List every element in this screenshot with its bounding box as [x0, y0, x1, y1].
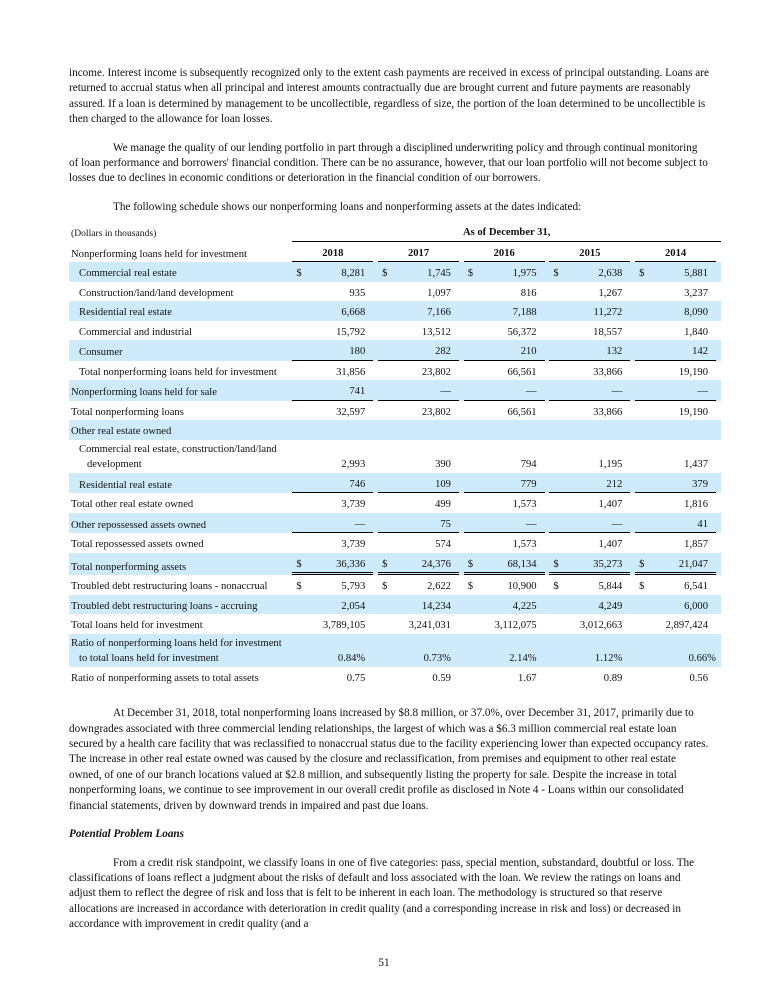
row-label: Commercial and industrial: [79, 326, 192, 338]
dollar-sign: [378, 301, 393, 321]
cell-value: [650, 420, 716, 440]
table-row: [69, 634, 721, 667]
dollar-sign: [549, 301, 564, 321]
dollar-sign: [378, 340, 393, 361]
dollar-sign: $: [292, 262, 307, 282]
dollar-sign: [464, 401, 479, 421]
dollar-sign: [378, 440, 393, 473]
cell-value: 2,993: [341, 459, 366, 471]
cell-value: 0.84%: [307, 634, 373, 667]
dollar-sign: [549, 380, 564, 401]
page-number: 51: [378, 957, 390, 969]
table-row: [69, 361, 721, 381]
dollar-sign: [464, 321, 479, 341]
cell-value: 23,802: [421, 366, 451, 378]
dollar-sign: [635, 321, 650, 341]
dollar-sign: $: [467, 581, 474, 593]
cell-value: 1,745: [393, 262, 459, 282]
cell-value: 2.14%: [478, 634, 544, 667]
dollar-sign: $: [464, 553, 479, 576]
table-row: [69, 282, 721, 302]
year-header-2016: 2016: [464, 242, 545, 263]
cell-value: 210: [478, 340, 544, 361]
dollar-sign: [292, 533, 307, 553]
cell-value: 0.89: [603, 672, 623, 684]
dollar-sign: [292, 634, 307, 667]
cell-value: 32,597: [336, 406, 366, 418]
dollar-sign: [292, 361, 307, 381]
dollar-sign: [378, 493, 393, 513]
row-label: Commercial real estate: [69, 262, 292, 282]
column-gap: [716, 440, 721, 473]
row-label: Residential real estate: [69, 301, 292, 321]
cell-value: [564, 420, 630, 440]
cell-value: 132: [564, 340, 630, 361]
table-row: [69, 420, 721, 440]
table-row: [69, 473, 721, 494]
column-gap: [716, 614, 721, 634]
dollar-sign: [549, 361, 564, 381]
column-gap: [716, 282, 721, 302]
cell-value: 0.73%: [393, 634, 459, 667]
cell-value: 0.75: [346, 672, 366, 684]
row-label: Total other real estate owned: [71, 499, 194, 511]
cell-value: 3,789,105: [322, 620, 366, 632]
cell-value: 2,638: [564, 262, 630, 282]
dollar-sign: [635, 340, 650, 361]
dollar-sign: [464, 440, 479, 473]
year-header-2015: 2015: [549, 242, 630, 263]
cell-value: 1,840: [684, 326, 708, 338]
table-row: [69, 595, 721, 615]
dollar-sign: [635, 440, 650, 473]
column-gap: [716, 513, 721, 534]
column-gap: [716, 301, 721, 321]
dollar-sign: [292, 321, 307, 341]
dollar-sign: [549, 634, 564, 667]
cell-value: 5,844: [598, 581, 623, 593]
cell-value: 109: [393, 473, 459, 494]
cell-value: 10,900: [507, 581, 537, 593]
cell-value: 3,739: [341, 539, 366, 551]
dollar-sign: [464, 340, 479, 361]
dollar-sign: $: [464, 262, 479, 282]
dollar-sign: [635, 420, 650, 440]
cell-value: 33,866: [593, 406, 623, 418]
cell-value: —: [478, 513, 544, 534]
column-gap: [716, 634, 721, 667]
section-heading-potential-problem-loans: Potential Problem Loans: [69, 828, 184, 841]
dollar-sign: [378, 282, 393, 302]
cell-value: 7,166: [393, 301, 459, 321]
column-gap: [716, 473, 721, 494]
dollar-sign: [292, 667, 307, 687]
column-gap: [716, 380, 721, 401]
cell-value: 68,134: [478, 553, 544, 576]
cell-value: 2,622: [427, 581, 451, 593]
column-gap: [716, 321, 721, 341]
column-gap: [716, 575, 721, 595]
dollar-sign: [292, 301, 307, 321]
cell-value: 19,190: [678, 406, 708, 418]
cell-value: 1,407: [598, 539, 623, 551]
cell-value: 3,237: [684, 287, 708, 299]
cell-value: 3,012,663: [579, 620, 623, 632]
dollar-sign: [635, 634, 650, 667]
dollar-sign: $: [635, 553, 650, 576]
row-label: Total nonperforming loans held for investment: [79, 366, 277, 378]
cell-value: 1,816: [684, 499, 708, 511]
dollar-sign: [464, 533, 479, 553]
dollar-sign: [635, 282, 650, 302]
row-label: Residential real estate: [69, 473, 292, 494]
dollar-sign: [378, 513, 393, 534]
dollar-sign: [292, 614, 307, 634]
paragraph-credit-risk: From a credit risk standpoint, we classify loans in one of five categories: pass, special mention, substandard, doubtful or loss. The classifications of loans reflect a judgment about the risks of default and loss associated with the loan. We review the ratings on loans and adjust them to reflect the degree of risk and loss that is felt to be inherent in each loan. The methodology is structured so that reserve allocations are increased in accordance with deterioration in credit quality (and a corresponding increase in risk and loss) or decreased in accordance with improvement in credit quality (and a: [69, 856, 695, 931]
row-label: Other real estate owned: [69, 420, 292, 440]
paragraph-npl-discussion: At December 31, 2018, total nonperforming loans increased by $8.8 million, or 37.0%, over December 31, 2017, primarily due to downgrades associated with three commercial lending relationships, the largest of which was a $6.3 million commercial real estate loan secured by a health care facility that was reclassified to nonaccrual status due to the facility experiencing lower than expected occupancy rates. The increase in other real estate owned was caused by the closure and reclassification, from premises and equipment to other real estate owned, of one of our branch locations valued at $2.8 million, and subsequently listing the property for sale. Despite the increase in total nonperforming loans, we continue to see improvement in our overall credit profile as disclosed in Note 4 - Loans within our consolidated financial statements, driven by downward trends in impaired and past due loans.: [69, 707, 709, 812]
dollar-sign: $: [382, 581, 388, 593]
table-row: [69, 493, 721, 513]
dollar-sign: [464, 361, 479, 381]
dollar-sign: [378, 667, 393, 687]
table-row: [69, 513, 721, 534]
year-header-2017: 2017: [378, 242, 459, 263]
dollar-sign: $: [296, 581, 302, 593]
dollar-sign: $: [378, 553, 393, 576]
dollar-sign: [378, 361, 393, 381]
cell-value: 6,668: [307, 301, 373, 321]
dollar-sign: [549, 533, 564, 553]
year-header-2014: 2014: [635, 242, 716, 263]
dollar-sign: [292, 493, 307, 513]
row-label: Total loans held for investment: [71, 620, 203, 632]
table-row: [69, 614, 721, 634]
cell-value: 31,856: [336, 366, 366, 378]
cell-value: 6,541: [684, 581, 708, 593]
cell-value: 794: [520, 459, 537, 471]
dollar-sign: [635, 301, 650, 321]
dollar-sign: [635, 513, 650, 534]
cell-value: 741: [307, 380, 373, 401]
cell-value: 41: [650, 513, 716, 534]
table-row: [69, 575, 721, 595]
dollar-sign: [635, 401, 650, 421]
dollar-sign: [549, 595, 564, 615]
dollar-sign: $: [378, 262, 393, 282]
cell-value: 18,557: [593, 326, 623, 338]
cell-value: 3,739: [341, 499, 366, 511]
cell-value: 1,573: [512, 539, 537, 551]
paragraph-interest-income: income. Interest income is subsequently recognized only to the extent cash payments are received in excess of principal outstanding. Loans are returned to accrual status when all principal and interest amounts contractually due are brought current and future payments are reasonably assured. If a loan is determined by management to be uncollectible, regardless of size, the portion of the loan determined to be uncollectible is then charged to the allowance for loan losses.: [69, 67, 709, 126]
column-gap: [716, 361, 721, 381]
cell-value: 15,792: [336, 326, 366, 338]
cell-value: [307, 420, 373, 440]
cell-value: 1,573: [512, 499, 537, 511]
table-row: [69, 301, 721, 321]
dollar-sign: [549, 614, 564, 634]
cell-value: 0.56: [689, 672, 708, 684]
cell-value: [393, 420, 459, 440]
cell-value: 14,234: [393, 595, 459, 615]
cell-value: 21,047: [650, 553, 716, 576]
document-page: [69, 66, 716, 946]
cell-value: 1,407: [598, 499, 623, 511]
cell-value: 33,866: [593, 366, 623, 378]
column-gap: [716, 262, 721, 282]
dollar-sign: [464, 380, 479, 401]
dollar-sign: [549, 667, 564, 687]
cell-value: 19,190: [678, 366, 708, 378]
row-label: Total nonperforming loans: [71, 406, 184, 418]
dollar-sign: [549, 340, 564, 361]
year-header-2018: 2018: [292, 242, 373, 263]
cell-value: 56,372: [507, 326, 537, 338]
dollar-sign: [549, 401, 564, 421]
cell-value: 13,512: [421, 326, 451, 338]
table-row: [69, 553, 721, 576]
dollar-sign: [464, 634, 479, 667]
column-gap: [716, 420, 721, 440]
dollar-sign: [378, 634, 393, 667]
column-gap: [716, 493, 721, 513]
column-gap: [716, 401, 721, 421]
cell-value: 1.67: [518, 672, 537, 684]
paragraph-portfolio-quality: We manage the quality of our lending portfolio in part through a disciplined underwriting policy and through continual monitoring of loan performance and borrowers' financial condition. There can be no assurance, however, that our loan portfolio will not become subject to losses due to declines in economic conditions or deterioration in the financial condition of our borrowers.: [69, 141, 708, 185]
row-label: Total nonperforming assets: [69, 553, 292, 576]
dollar-sign: $: [549, 553, 564, 576]
cell-value: 212: [564, 473, 630, 494]
cell-value: 1,195: [598, 459, 623, 471]
row-label: Nonperforming loans held for sale: [69, 380, 292, 401]
dollar-sign: [464, 595, 479, 615]
dollar-sign: [378, 401, 393, 421]
cell-value: —: [393, 380, 459, 401]
cell-value: 574: [435, 539, 451, 551]
cell-value: 5,793: [341, 581, 366, 593]
row-label: Commercial real estate, construction/land/land development: [79, 443, 277, 471]
dollar-sign: [635, 361, 650, 381]
dollar-sign: [292, 340, 307, 361]
column-gap: [716, 533, 721, 553]
nonperforming-assets-table: [69, 221, 721, 686]
table-row: [69, 401, 721, 421]
cell-value: 3,241,031: [408, 620, 451, 632]
cell-value: [478, 420, 544, 440]
dollar-sign: [549, 321, 564, 341]
cell-value: 4,249: [564, 595, 630, 615]
dollar-sign: [378, 321, 393, 341]
cell-value: 816: [520, 287, 537, 299]
dollar-sign: $: [639, 581, 645, 593]
cell-value: 142: [650, 340, 716, 361]
dollar-sign: [378, 533, 393, 553]
column-gap: [716, 667, 721, 687]
dollar-sign: [635, 493, 650, 513]
row-label: Other repossessed assets owned: [69, 513, 292, 534]
cell-value: 935: [349, 287, 366, 299]
cell-value: 1,857: [684, 539, 708, 551]
dollar-sign: [378, 420, 393, 440]
dollar-sign: [378, 614, 393, 634]
dollar-sign: [549, 420, 564, 440]
cell-value: 282: [393, 340, 459, 361]
dollar-sign: [464, 513, 479, 534]
dollar-sign: [549, 513, 564, 534]
cell-value: 746: [307, 473, 373, 494]
dollar-sign: $: [549, 262, 564, 282]
dollar-sign: [378, 473, 393, 494]
dollar-sign: [378, 595, 393, 615]
cell-value: 0.59: [432, 672, 451, 684]
dollar-sign: [549, 473, 564, 494]
cell-value: 1,267: [598, 287, 623, 299]
dollar-sign: [635, 380, 650, 401]
cell-value: —: [307, 513, 373, 534]
cell-value: 23,802: [421, 406, 451, 418]
cell-value: 1.12%: [564, 634, 630, 667]
dollar-sign: [292, 440, 307, 473]
cell-value: 4,225: [478, 595, 544, 615]
column-gap: [716, 595, 721, 615]
cell-value: 3,112,075: [494, 620, 537, 632]
cell-value: 1,437: [684, 459, 708, 471]
table-row: [69, 440, 721, 473]
dollar-sign: [292, 473, 307, 494]
cell-value: 1,975: [478, 262, 544, 282]
table-row: [69, 380, 721, 401]
cell-value: 180: [307, 340, 373, 361]
dollar-sign: [464, 301, 479, 321]
cell-value: 379: [650, 473, 716, 494]
cell-value: —: [564, 513, 630, 534]
column-gap: [716, 340, 721, 361]
dollar-sign: [464, 493, 479, 513]
paragraph-schedule-intro: The following schedule shows our nonperforming loans and nonperforming assets at the dates indicated:: [113, 200, 582, 213]
column-gap: [716, 242, 721, 263]
cell-value: —: [478, 380, 544, 401]
dollar-sign: [292, 420, 307, 440]
cell-value: 2,897,424: [665, 620, 708, 632]
cell-value: 7,188: [478, 301, 544, 321]
cell-value: 66,561: [507, 366, 537, 378]
dollar-sign: [549, 282, 564, 302]
units-label: (Dollars in thousands): [71, 228, 157, 240]
table-row: [69, 667, 721, 687]
cell-value: 66,561: [507, 406, 537, 418]
cell-value: 499: [435, 499, 451, 511]
section-label: Nonperforming loans held for investment: [71, 248, 247, 260]
cell-value: 35,273: [564, 553, 630, 576]
dollar-sign: [292, 401, 307, 421]
group-header: As of December 31,: [292, 221, 721, 242]
cell-value: 6,000: [650, 595, 716, 615]
dollar-sign: [292, 380, 307, 401]
dollar-sign: $: [292, 553, 307, 576]
table-row: [69, 533, 721, 553]
row-label: Consumer: [69, 340, 292, 361]
cell-value: 11,272: [564, 301, 630, 321]
cell-value: 75: [393, 513, 459, 534]
dollar-sign: [292, 513, 307, 534]
dollar-sign: [292, 282, 307, 302]
row-label: Ratio of nonperforming assets to total assets: [71, 672, 259, 684]
cell-value: —: [650, 380, 716, 401]
row-label: Ratio of nonperforming loans held for investment to total loans held for investment: [69, 634, 292, 667]
dollar-sign: [464, 614, 479, 634]
row-label: Total repossessed assets owned: [71, 539, 204, 551]
dollar-sign: [464, 667, 479, 687]
dollar-sign: [464, 420, 479, 440]
dollar-sign: [635, 614, 650, 634]
table-row: [69, 262, 721, 282]
table-row: [69, 321, 721, 341]
cell-value: 8,281: [307, 262, 373, 282]
cell-value: 8,090: [650, 301, 716, 321]
column-gap: [716, 553, 721, 576]
cell-value: 2,054: [307, 595, 373, 615]
cell-value: 779: [478, 473, 544, 494]
dollar-sign: [549, 493, 564, 513]
dollar-sign: [464, 282, 479, 302]
row-label: Troubled debt restructuring loans - nonaccrual: [71, 581, 268, 593]
cell-value: 0.66%: [650, 634, 716, 667]
cell-value: —: [564, 380, 630, 401]
row-label: Troubled debt restructuring loans - accruing: [69, 595, 292, 615]
dollar-sign: $: [635, 262, 650, 282]
dollar-sign: [635, 533, 650, 553]
cell-value: 36,336: [307, 553, 373, 576]
cell-value: 5,881: [650, 262, 716, 282]
table-row: [69, 340, 721, 361]
dollar-sign: [635, 473, 650, 494]
dollar-sign: [378, 380, 393, 401]
row-label: Construction/land/land development: [79, 287, 234, 299]
dollar-sign: [464, 473, 479, 494]
dollar-sign: [635, 595, 650, 615]
dollar-sign: [292, 595, 307, 615]
dollar-sign: [635, 667, 650, 687]
dollar-sign: $: [553, 581, 559, 593]
cell-value: 390: [435, 459, 451, 471]
dollar-sign: [549, 440, 564, 473]
cell-value: 1,097: [427, 287, 451, 299]
cell-value: 24,376: [393, 553, 459, 576]
